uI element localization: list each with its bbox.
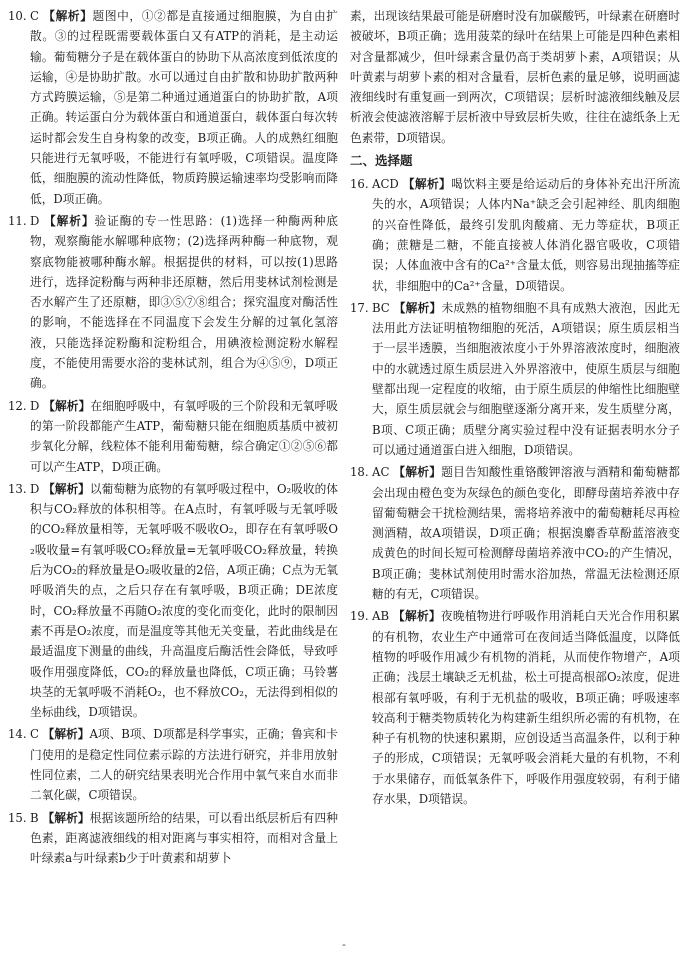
analysis-text: 题目告知酸性重铬酸钾溶液与酒精和葡萄糖都会出现由橙色变为灰绿色的颜色变化，即酵母菌培养液中存留葡萄糖会干扰检测结果，需将培养液中的葡萄糖耗尽再检测酒精，故A项错误，D项正确；根据溴麝香草酚蓝溶液变成黄色的时间长短可检测酵母菌培养液中CO₂的产生情况，B项正确；斐林试剂使用时需水浴加热，常温无法检测还原糖的有无，C项错误。 [372, 465, 680, 602]
answer-letter: C [30, 727, 39, 742]
analysis-tag: 【解析】 [44, 213, 95, 228]
answer-letter: ACD [372, 177, 399, 192]
question-number: 16. [350, 177, 369, 192]
analysis-text: 在细胞呼吸中，有氧呼吸的三个阶段和无氧呼吸的第一阶段都能产生ATP，葡萄糖只能在细胞质基质中被初步氧化分解，线粒体不能利用葡萄糖，综合确定①②⑤⑥都可以产生ATP，D项正确。 [30, 398, 338, 474]
analysis-tag: 【解析】 [42, 727, 90, 742]
answer-letter: AB [372, 609, 390, 624]
answer-item [8, 808, 338, 869]
answer-letter: BC [372, 300, 390, 315]
question-number: 17. [350, 300, 369, 315]
answer-letter: D [30, 398, 40, 413]
answer-item [350, 462, 680, 604]
analysis-text: 验证酶的专一性思路：(1)选择一种酶两种底物，观察酶能水解哪种底物；(2)选择两种酶一种底物，观察底物能被哪种酶水解。根据提供的材料，可以按(1)思路进行，选择淀粉酶与两种非还原糖，然后用斐林试剂检测是否水解产生了还原糖，即③⑤⑦⑧组合；探究温度对酶活性的影响，不能选择在不同温度下会发生分解的过氧化氢溶液，只能选择淀粉酶和淀粉组合，用碘液检测淀粉水解程度，不能使用需要水浴的斐林试剂，组合为④⑤⑨，D项正确。 [30, 213, 338, 391]
analysis-tag: 【解析】 [402, 177, 452, 192]
left-column [8, 6, 338, 953]
analysis-text: 素，出现该结果最可能是研磨时没有加碳酸钙，叶绿素在研磨时被破坏，B项正确；选用菠菜的绿叶在结果上可能是四种色素相对含量都减少，但叶绿素含量仍高于类胡萝卜素，A项错误；从叶黄素与胡萝卜素的相对含量看，层析色素的量足够，说明画滤液细线时有重复画一到两次，C项错误；层析时滤液细线触及层析液会使滤液溶解于层析液中导致层析失败，往往在滤纸条上无色素带，D项错误。 [350, 9, 680, 145]
analysis-tag: 【解析】 [42, 810, 90, 825]
analysis-text: A项、B项、D项都是科学事实，正确；鲁宾和卡门使用的是稳定性同位素示踪的方法进行研究，并非用放射性同位素，二人的研究结果表明光合作用中氧气来自水而非二氧化碳，C项错误。 [30, 727, 338, 803]
analysis-tag: 【解析】 [393, 609, 441, 624]
answer-item [8, 211, 338, 394]
analysis-text: 根据该题所给的结果，可以看出纸层析后有四种色素，距离滤液细线的相对距离与事实相符，而相对含量上叶绿素a与叶绿素b少于叶黄素和胡萝卜 [30, 810, 338, 866]
answer-item [350, 174, 680, 296]
answer-item [350, 298, 680, 460]
answer-letter: AC [372, 465, 390, 480]
answer-item [350, 6, 680, 148]
question-number: 19. [350, 609, 369, 624]
analysis-tag: 【解析】 [43, 481, 90, 496]
answer-letter: B [30, 810, 39, 825]
question-number: 15. [8, 810, 27, 825]
page-footer: - [342, 938, 346, 951]
question-number: 14. [8, 727, 27, 742]
section-title: 二、选择题 [350, 153, 413, 169]
question-number: 10. [8, 9, 27, 23]
answer-item [8, 479, 338, 723]
answer-letter: C [30, 9, 39, 23]
analysis-tag: 【解析】 [393, 465, 442, 480]
analysis-text: 喝饮料主要是给运动后的身体补充出汗所流失的水，A项错误；人体内Na⁺缺乏会引起神经、肌肉细胞的兴奋性降低，最终引发肌肉酸痛、无力等症状，B项正确；蔗糖是二糖，不能直接被人体消化器官吸收，C项错误；人体血液中含有的Ca²⁺含量太低，则容易出现抽搐等症状，非细胞中的Ca²⁺含量，D项错误。 [372, 177, 680, 293]
analysis-tag: 【解析】 [43, 398, 91, 413]
answer-item [8, 724, 338, 805]
analysis-tag: 【解析】 [393, 300, 442, 315]
answer-item [350, 606, 680, 809]
question-number: 13. [8, 481, 27, 496]
question-number: 11. [8, 213, 27, 228]
analysis-text: 夜晚植物进行呼吸作用消耗白天光合作用积累的有机物，农业生产中通常可在夜间适当降低温度，以降低植物的呼吸作用减少有机物的消耗，从而使作物增产，A项正确；浅层土壤缺乏无机盐，松土可提高根部O₂浓度，促进根部有氧呼吸，有利于无机盐的吸收，B项正确；呼吸速率较高利于糖类物质转化为构建新生组织所必需的有机物，在种子有机物的快速积累期，应创设适当高温条件，以利于种子的形成，C项错误；无氧呼吸会消耗大量的有机物，不利于水果储存，而低氧条件下，呼吸作用强度较弱，有利于储存水果，D项错误。 [372, 609, 680, 806]
analysis-text: 以葡萄糖为底物的有氧呼吸过程中，O₂吸收的体积与CO₂释放的体积相等。在A点时，有氧呼吸与无氧呼吸的CO₂释放量相等，无氧呼吸不吸收O₂，即存在有氧呼吸O₂吸收量=有氧呼吸CO₂释放量=无氧呼吸CO₂释放量，转换后为CO₂的释放量是O₂吸收量的2倍，A项正确；C点为无氧呼吸消失的点，之后只存在有氧呼吸，B项正确；DE浓度时，CO₂释放量不再随O₂浓度的变化而变化，此时的限制因素不再是O₂浓度，而是温度等其他无关变量，若此曲线是在最适温度下测量的曲线，升高温度后酶活性会降低，导致呼吸作用强度降低，CO₂的释放量也降低，C项正确；马铃薯块茎的无氧呼吸不消耗O₂，也不释放CO₂，无法得到相似的坐标曲线，D项错误。 [30, 481, 338, 720]
right-column [350, 6, 680, 953]
analysis-text: 未成熟的植物细胞不具有成熟大液泡，因此无法用此方法证明植物细胞的死活，A项错误；原生质层相当于一层半透膜，当细胞液浓度小于外界溶液浓度时，细胞液中的水就透过原生质层进入外界溶液中，使原生质层与细胞壁都出现一定程度的收缩，由于原生质层的伸缩性比细胞壁大，原生质层就会与细胞壁逐渐分离开来，发生质壁分离，B项、C项正确；质壁分离实验过程中没有证据表明水分子可以通过通道蛋白进入细胞，D项错误。 [372, 300, 680, 457]
question-number: 18. [350, 465, 369, 480]
answer-item [8, 6, 338, 209]
answer-letter: D [30, 213, 40, 228]
analysis-text: 题图中，①②都是直接通过细胞膜，为自由扩散。③的过程既需要载体蛋白又有ATP的消耗，是主动运输。葡萄糖分子是在载体蛋白的协助下从高浓度到低浓度的运输，④是协助扩散。水可以通过自由扩散和协助扩散两种方式跨膜运输，⑤是第二种通过通道蛋白的协助扩散，A项正确。转运蛋白分为载体蛋白和通道蛋白，载体蛋白每次转运时都会发生自身构象的改变，B项正确。人的成熟红细胞只能进行无氧呼吸，不能进行有氧呼吸，C项错误。温度降低，细胞膜的流动性降低，物质跨膜运输速率均受影响而降低，D项正确。 [30, 9, 338, 206]
answer-item [8, 396, 338, 477]
answer-letter: D [30, 481, 40, 496]
question-number: 12. [8, 398, 27, 413]
analysis-tag: 【解析】 [43, 9, 93, 23]
